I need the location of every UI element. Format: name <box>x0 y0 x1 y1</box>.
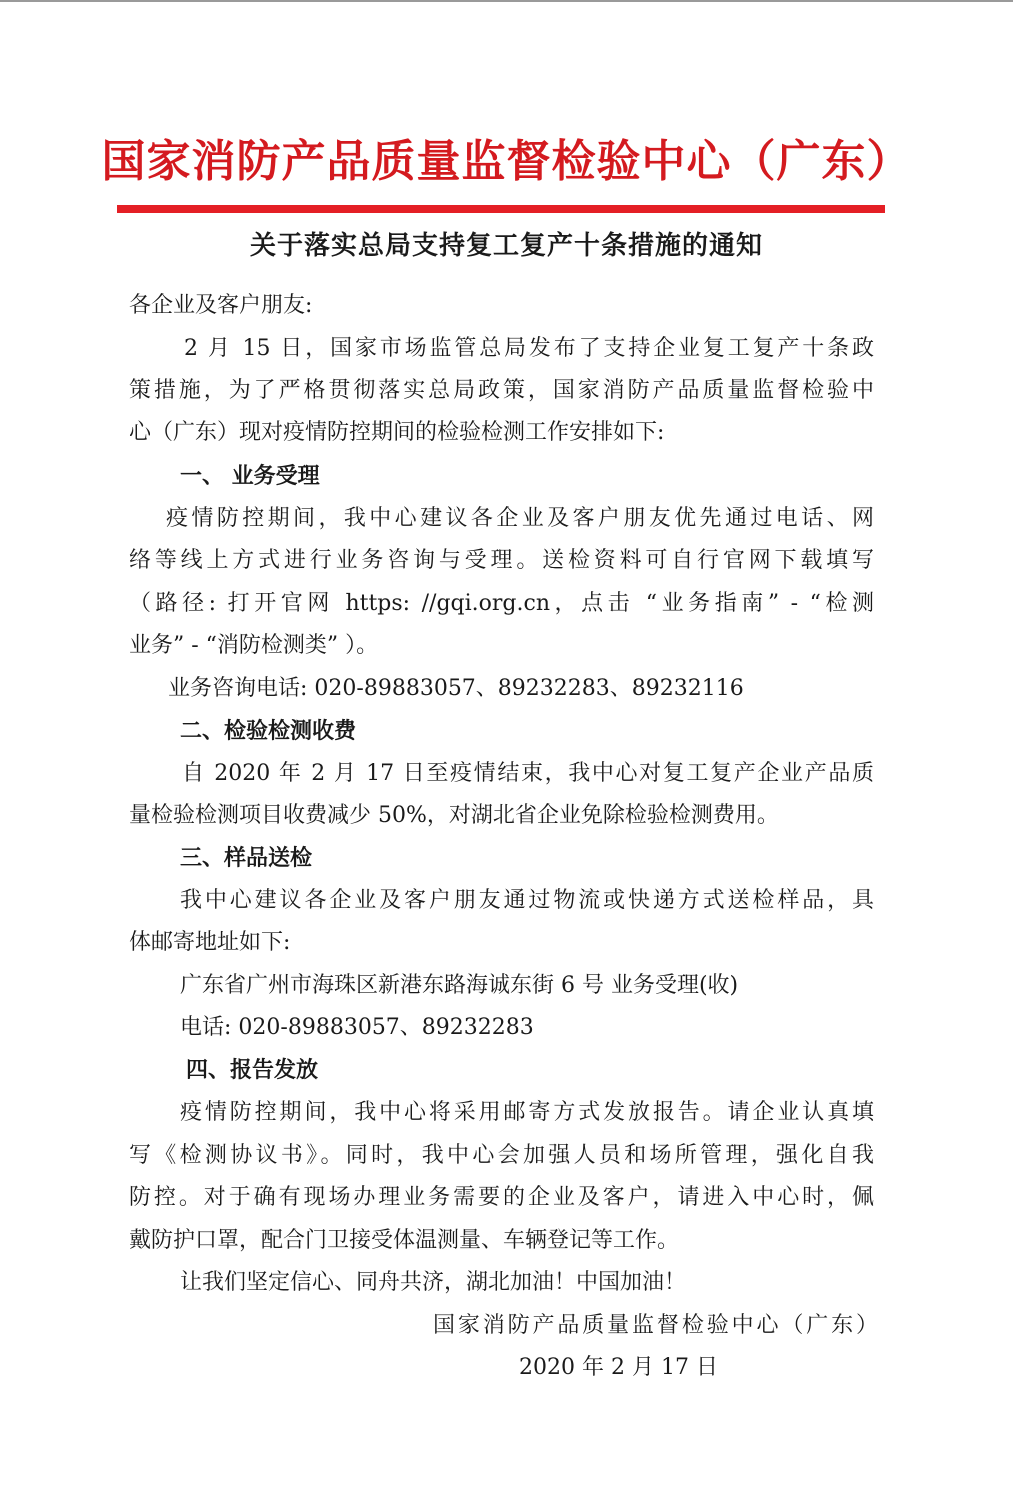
section1-line-4: 业务” - “消防检测类” ）。 <box>129 633 379 658</box>
greeting: 各企业及客户朋友: <box>129 293 313 318</box>
section3-phone: 电话: 020-89883057、89232283 <box>180 1015 534 1040</box>
intro-line-1: 2 月 15 日，国家市场监管总局发布了支持企业复工复产十条政 <box>184 336 874 361</box>
section-heading-business: 一、 业务受理 <box>180 464 320 489</box>
section-heading-samples: 三、样品送检 <box>180 846 313 871</box>
section3-line-1: 我中心建议各企业及客户朋友通过物流或快递方式送检样品，具 <box>180 888 874 913</box>
section-heading-reports: 四、报告发放 <box>186 1058 319 1083</box>
top-edge-rule <box>0 0 1013 2</box>
section4-line-2: 写《检测协议书》。同时，我中心会加强人员和场所管理，强化自我 <box>129 1143 874 1168</box>
signature-org: 国家消防产品质量监督检验中心（广东） <box>433 1313 878 1338</box>
intro-line-2: 策措施，为了严格贯彻落实总局政策，国家消防产品质量监督检验中 <box>129 378 874 403</box>
section1-line-3: （路径: 打开官网 https: //gqi.org.cn，点击 “业务指南” - “检测 <box>129 591 874 616</box>
section4-line-4: 戴防护口罩，配合门卫接受体温测量、车辆登记等工作。 <box>129 1228 680 1253</box>
section2-line-1: 自 2020 年 2 月 17 日至疫情结束，我中心对复工复产企业产品质 <box>182 761 874 786</box>
section-heading-fees: 二、检验检测收费 <box>180 719 357 744</box>
section3-line-2: 体邮寄地址如下: <box>129 930 291 955</box>
signature-date: 2020 年 2 月 17 日 <box>519 1355 718 1380</box>
section1-phone: 业务咨询电话: 020-89883057、89232283、89232116 <box>168 676 744 701</box>
section3-address: 广东省广州市海珠区新港东路海诚东街 6 号 业务受理(收) <box>180 973 739 998</box>
letterhead-red-rule <box>117 205 885 213</box>
letterhead-title: 国家消防产品质量监督检验中心（广东） <box>101 136 912 187</box>
section1-line-2: 络等线上方式进行业务咨询与受理。送检资料可自行官网下载填写 <box>129 548 874 573</box>
section1-line-1: 疫情防控期间，我中心建议各企业及客户朋友优先通过电话、网 <box>166 506 874 531</box>
section2-line-2: 量检验检测项目收费减少 50%，对湖北省企业免除检验检测费用。 <box>129 803 779 828</box>
document-title: 关于落实总局支持复工复产十条措施的通知 <box>249 231 763 261</box>
section4-line-1: 疫情防控期间，我中心将采用邮寄方式发放报告。请企业认真填 <box>180 1100 874 1125</box>
closing-line: 让我们坚定信心、同舟共济，湖北加油！中国加油！ <box>180 1270 687 1295</box>
intro-line-3: 心（广东）现对疫情防控期间的检验检测工作安排如下: <box>129 420 665 445</box>
section4-line-3: 防控。对于确有现场办理业务需要的企业及客户，请进入中心时，佩 <box>129 1185 874 1210</box>
